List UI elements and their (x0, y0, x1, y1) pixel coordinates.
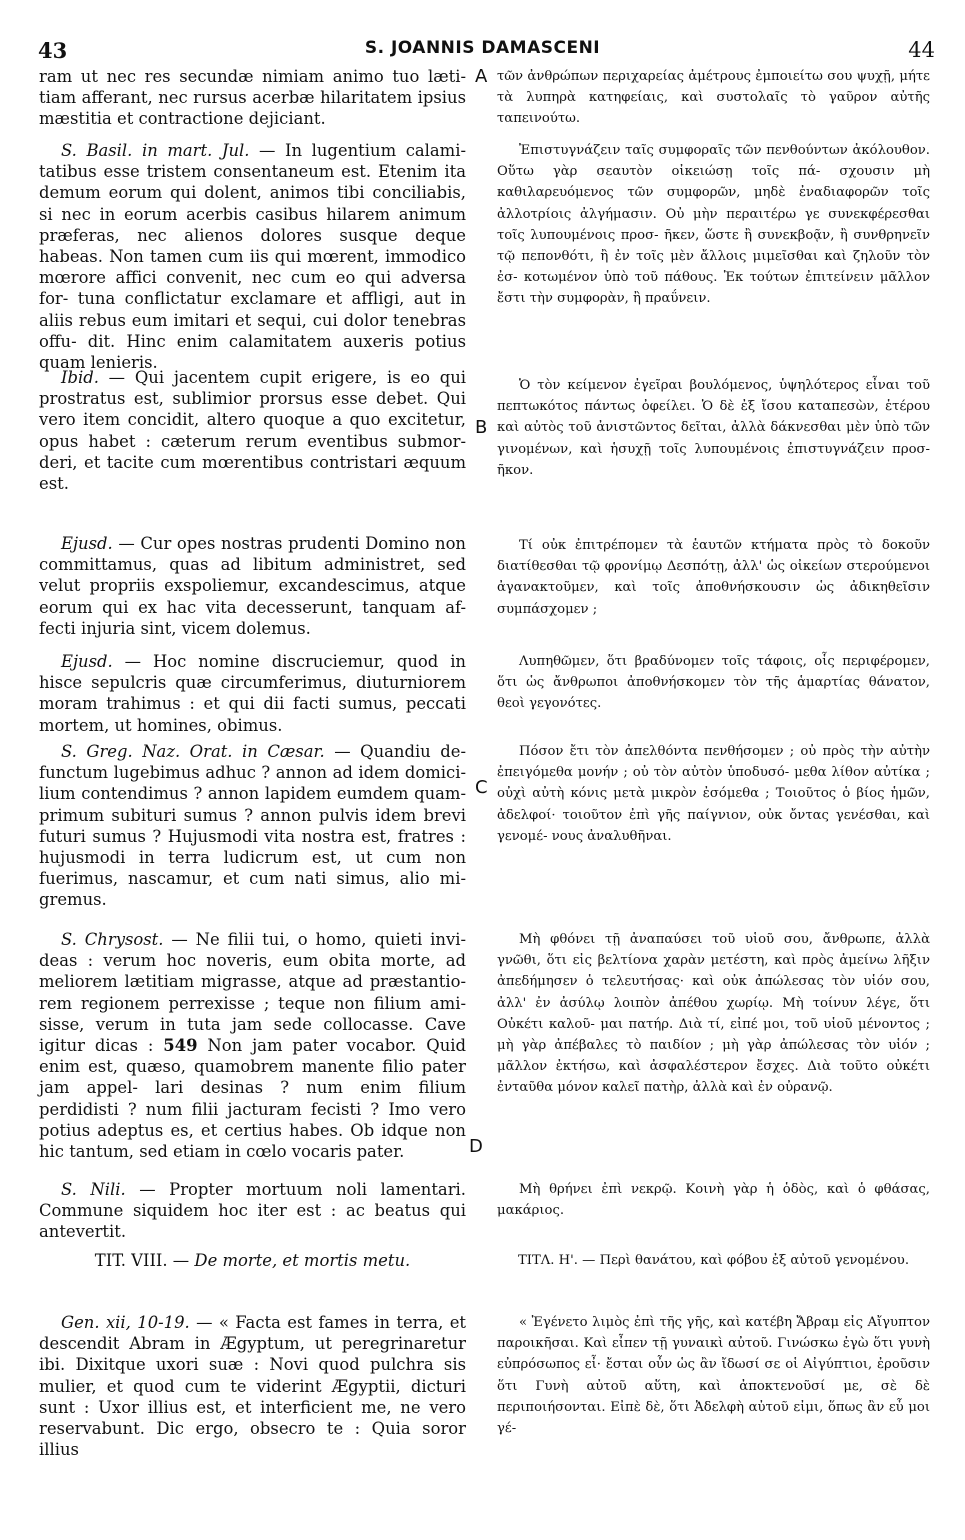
greek-paragraph: Λυπηθῶμεν, ὅτι βραδύνομεν τοῖς τάφοις, οἷς περιφέρομεν, ὅτι ὡς ἄνθρωποι ἀποθνήσκομεν τὸν τῆς ἁμαρτίας θάνατον, θεοὶ γεγονότες. (497, 654, 930, 712)
latin-text: — In lugentium calami- tatibus esse tristem consentaneum est. Etenim ita demum eorum qui dolent, animos tibi conciliabis, si nec in eorum acerbis casibus hilarem animum præferas, nec alienos dolores susque deque habeas. Non tamen cum iis qui mœrent, immodico mœrore affici convenit, nec cum eo qui adversa for- tuna conflictatur exclamare et affligi, aut in aliis rebus eum imitari et sequi, cui dolor tenebras offu- dit. Hinc enim calamitatem auxeris potius quam lenieris. (39, 141, 466, 373)
latin-text: — Ne filii tui, o homo, quieti invi- deas : verum hoc noveris, eum obita morte, ad meliorem lætitiam migrasse, atque ad præstantio- rem regionem perrexisse ; teque non filium ami- sisse, verum in tuta jam sede collocasse. Cave igitur dicas : (39, 930, 466, 1056)
greek-paragraph: Μὴ φθόνει τῇ ἀναπαύσει τοῦ υἱοῦ σου, ἄνθρωπε, ἀλλὰ γνῶθι, ὅτι εἰς βελτίονα χαρὰν μετέστη, καὶ πρὸς ἀμείνω λῆξιν ἀπεδήμησεν ὁ τελευτήσας· καὶ οὐκ ἀπώλεσας τὸν υἱόν σου, ἀλλ' ἐν ἀσύλῳ λοιπὸν ἀπέθου χωρίῳ. Μὴ τοίνυν λέγε, ὅτι Οὐκέτι καλοῦ- μαι πατήρ. Διὰ τί, εἰπέ μοι, τοῦ υἱοῦ μένοντος ; μὴ γὰρ ἀπέβαλες τὸ παιδίον ; μὴ γὰρ ἀπώλεσας τὸν υἱόν ; μᾶλλον ἐκτήσω, καὶ ἀσφαλέστερον ἔσχες. Διὰ τοῦτο οὐκέτι ἐνταῦθα μόνον καλεῖ πατὴρ, ἀλλὰ καὶ ἐν οὐρανῷ. (497, 932, 930, 1096)
latin-paragraph (39, 929, 466, 1162)
citation: S. Basil. in mart. Jul. (61, 141, 250, 160)
column-number: 549 (163, 1036, 198, 1056)
margin-marker-c: C (475, 777, 488, 798)
greek-paragraph: Ἐπιστυγνάζειν ταῖς συμφοραῖς τῶν πενθούντων ἀκόλουθον. Οὕτω γὰρ σεαυτὸν οἰκειώσῃ τοῖς πά- σχουσιν μὴ καθιλαρευόμενος τῶν συμφορῶν, μηδὲ ἐναδιαφορῶν τοῖς ἀλλοτρίοις ἀλγήμασιν. Οὐ μὴν περαιτέρω γε συνεκφέρεσθαι τοῖς λυπουμένοις προσ- ῆκεν, ὥστε ἢ συνεκβοᾷν, ἢ συνθρηνεῖν τῷ πεπονθότι, ἢ ἐν τοῖς μὲν ἄλλοις μιμεῖσθαι καὶ ζηλοῦν τὸν ἐσ- κοτωμένον ὑπὸ τοῦ πάθους. Ἐκ τούτων ἐπιτείνειν μᾶλλον ἔστι τὴν συμφορὰν, ἢ πραΰνειν. (497, 143, 930, 307)
latin-paragraph (39, 651, 466, 736)
latin-paragraph (39, 1179, 466, 1243)
page-header (0, 0, 965, 70)
page-number-right: 44 (908, 38, 935, 62)
greek-paragraph: Πόσον ἔτι τὸν ἀπελθόντα πενθήσομεν ; οὐ πρὸς τὴν αὐτὴν ἐπειγόμεθα μονήν ; οὐ τὸν αὐτὸν ὑποδυσό- μεθα λίθον αὐτίκα ; οὐχὶ αὐτὴ κόνις μετὰ μικρὸν ἐσόμεθα ; Τοιοῦτος ὁ βίος ἡμῶν, ἀδελφοί· τοιοῦτον ἐπὶ γῆς παίγνιον, οὐκ ὄντας γενέσθαι, καὶ γενομέ- νους ἀναλυθῆναι. (497, 744, 930, 844)
latin-paragraph (39, 533, 466, 639)
citation: S. Greg. Naz. Orat. in Cæsar. (61, 742, 325, 761)
latin-text: — « Facta est fames in terra, et descendit Abram in Ægyptum, ut peregrinaretur ibi. Dixitque uxori suæ : Novi quod pulchra sis mulier, et quod cum te viderint Ægyptii, dicturi sunt : Uxor illius est, et interficient me, ne vero reservabunt. Dic ergo, obsecro te : Quia soror illius (39, 1313, 466, 1460)
latin-paragraph (39, 367, 466, 494)
latin-text: — Cur opes nostras prudenti Domino non committamus, quas ad libitum administret, sed velut propriis exspoliemur, excandescimus, atque eorum qui ex hac vita decesserunt, tanquam af- fecti injuria sint, vicem dolemus. (39, 534, 466, 638)
greek-paragraph: Τί οὐκ ἐπιτρέπομεν τὰ ἑαυτῶν κτήματα πρὸς τὸ δοκοῦν διατίθεσθαι τῷ φρονίμῳ Δεσπότῃ, ἀλλ' ὡς οἰκείων στερούμενοι ἀγανακτοῦμεν, καὶ τοῖς ἀποθνήσκουσιν ὡς ἀδικηθεῖσιν συμπάσχομεν ; (497, 538, 930, 617)
latin-text: — Quandiu de- functum lugebimus adhuc ? annon ad idem domici- lium contendimus ? annon lapidem eumdem quam- primum subituri sumus ? annon pulvis idem brevi futuri sumus ? Hujusmodi vita nostra est, fratres : hujusmodi in terra ludicrum est, ut cum non fuerimus, nascamur, et cum nati simus, alio mi- gremus. (39, 742, 466, 910)
citation: Ibid. (61, 368, 99, 387)
greek-paragraph: Μὴ θρήνει ἐπὶ νεκρῷ. Κοινὴ γὰρ ἡ ὁδὸς, καὶ ὁ φθάσας, μακάριος. (497, 1182, 930, 1219)
latin-paragraph (39, 1312, 466, 1460)
citation: S. Chrysost. (61, 930, 164, 949)
margin-marker-d: D (469, 1136, 483, 1157)
latin-paragraph (39, 66, 466, 130)
title-text: De morte, et mortis metu. (194, 1251, 411, 1270)
running-title: S. JOANNIS DAMASCENI (364, 38, 601, 58)
margin-marker-b: B (475, 417, 488, 438)
citation: Ejusd. (61, 534, 113, 553)
latin-paragraph (39, 140, 466, 373)
latin-text: Non jam pater vocabor. Quid enim est, quæso, quamobrem manente filio pater jam appel- lari desinas ? num enim filium perdidisti ? num filii jacturam fecisti ? Imo vero potius adeptus es, et certius habes. Ob idque non hic tantum, sed etiam in cœlo vocaris pater. (39, 1036, 466, 1162)
citation: Ejusd. (61, 652, 113, 671)
latin-text: — Propter mortuum noli lamentari. Commune siquidem hoc iter est : ac beatus qui antevertit. (39, 1180, 466, 1242)
latin-paragraph (39, 741, 466, 911)
title-label: TIT. VIII. — (94, 1251, 195, 1270)
citation: Gen. xii, 10-19. (61, 1313, 190, 1332)
margin-marker-a: A (475, 66, 488, 87)
greek-paragraph: Ὁ τὸν κείμενον ἐγεῖραι βουλόμενος, ὑψηλότερος εἶναι τοῦ πεπτωκότος πάντως ὀφείλει. Ὁ δὲ ἐξ ἴσου καταπεσὼν, ἑτέρου καὶ αὐτὸς τοῦ ἀνιστῶντος δεῖται, ἀλλὰ δάκνεσθαι μὲν ὑπὸ τῶν γινομένων, καὶ ἡσυχῇ τοῖς λυπουμένοις ἐπιστυγνάζειν προσ- ῆκον. (497, 378, 930, 478)
greek-paragraph: τῶν ἀνθρώπων περιχαρείας ἀμέτρους ἐμποιείτω σου ψυχῇ, μήτε τὰ λυπηρὰ κατηφείαις, καὶ συστολαῖς τὸ γαῦρον αὐτῆς ταπεινούτω. (497, 69, 930, 127)
greek-paragraph: « Ἐγένετο λιμὸς ἐπὶ τῆς γῆς, καὶ κατέβη Ἄβραμ εἰς Αἴγυπτον παροικῆσαι. Καὶ εἶπεν τῇ γυναικὶ αὐτοῦ. Γινώσκω ἐγὼ ὅτι γυνὴ εὐπρόσωπος εἶ· ἔσται οὖν ὡς ἂν ἴδωσί σε οἱ Αἰγύπτιοι, ἐροῦσιν ὅτι Γυνὴ αὐτοῦ αὕτη, καὶ ἀποκτενοῦσί με, σὲ δὲ περιποιήσονται. Εἰπὲ δὲ, ὅτι Ἀδελφὴ αὐτοῦ εἰμι, ὅπως ἂν εὖ μοι γέ- (497, 1315, 930, 1437)
latin-text: — Qui jacentem cupit erigere, is eo qui prostratus est, sublimior prorsus esse debet. Qui vero item concidit, altero quoque a quo excitetur, opus habet : cæterum rerum eventibus submor- deri, et tacite cum mœrentibus contristari æquum est. (39, 368, 466, 494)
latin-text: — Hoc nomine discruciemur, quod in hisce sepulcris quæ circumferimus, diuturniorem moram trahimus : et qui dii facti sumus, peccati mortem, ut homines, obimus. (39, 652, 466, 735)
citation: S. Nili. (61, 1180, 126, 1199)
greek-section-title: ΤΙΤΛ. Η'. — Περὶ θανάτου, καὶ φόβου ἐξ αὐτοῦ γενομένου. (517, 1253, 910, 1268)
latin-section-title (39, 1250, 466, 1271)
latin-text: ram ut nec res secundæ nimiam animo tuo læti- tiam afferant, nec rursus acerbæ hilaritatem ipsius mæstitia et contractione dejiciant. (39, 67, 466, 129)
page-number-left: 43 (38, 38, 68, 63)
